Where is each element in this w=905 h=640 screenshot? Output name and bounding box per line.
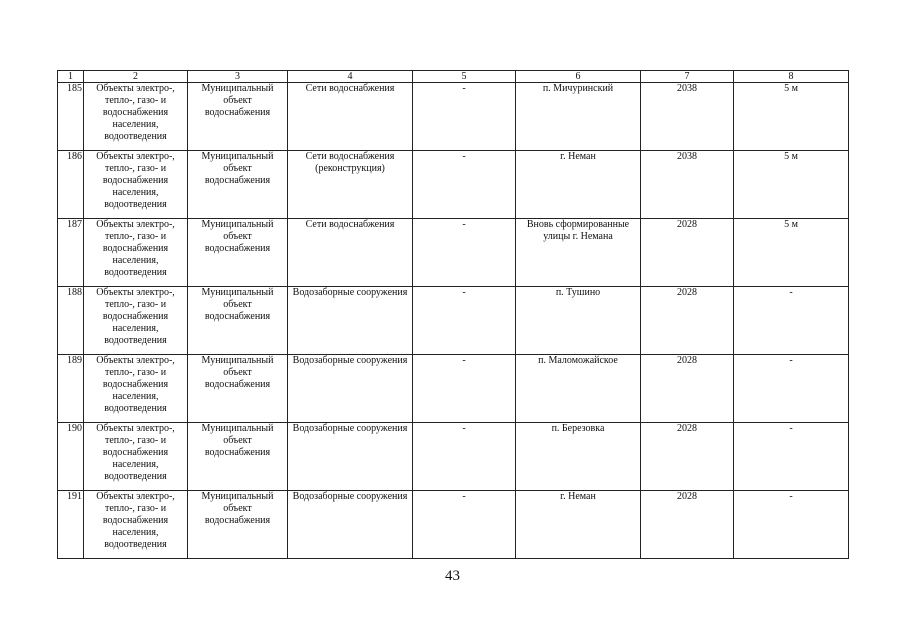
cell-object-name: Сети водоснабжения bbox=[288, 83, 413, 151]
cell-object-category: Объекты электро-, тепло-, газо- и водоснабжения населения, водоотведения bbox=[84, 423, 188, 491]
header-row bbox=[58, 71, 849, 83]
cell-location: п. Березовка bbox=[516, 423, 641, 491]
cell-row-number: 188 bbox=[58, 287, 84, 355]
cell-object-category: Объекты электро-, тепло-, газо- и водоснабжения населения, водоотведения bbox=[84, 491, 188, 559]
cell-characteristics: - bbox=[413, 423, 516, 491]
cell-row-number: 187 bbox=[58, 219, 84, 287]
cell-year: 2028 bbox=[641, 491, 734, 559]
cell-zone-size: - bbox=[734, 355, 849, 423]
table-row bbox=[58, 219, 849, 287]
cell-object-category: Объекты электро-, тепло-, газо- и водоснабжения населения, водоотведения bbox=[84, 219, 188, 287]
cell-object-type: Муниципальный объект водоснабжения bbox=[188, 491, 288, 559]
column-header-8: 8 bbox=[734, 71, 849, 83]
table-row bbox=[58, 423, 849, 491]
cell-object-name: Сети водоснабжения bbox=[288, 219, 413, 287]
cell-characteristics: - bbox=[413, 491, 516, 559]
cell-object-type: Муниципальный объект водоснабжения bbox=[188, 423, 288, 491]
column-header-5: 5 bbox=[413, 71, 516, 83]
cell-characteristics: - bbox=[413, 219, 516, 287]
cell-zone-size: 5 м bbox=[734, 151, 849, 219]
table-row bbox=[58, 287, 849, 355]
cell-year: 2028 bbox=[641, 287, 734, 355]
cell-row-number: 190 bbox=[58, 423, 84, 491]
cell-characteristics: - bbox=[413, 83, 516, 151]
cell-object-name: Водозаборные сооружения bbox=[288, 491, 413, 559]
table-row bbox=[58, 83, 849, 151]
cell-object-category: Объекты электро-, тепло-, газо- и водоснабжения населения, водоотведения bbox=[84, 151, 188, 219]
cell-year: 2028 bbox=[641, 423, 734, 491]
column-header-1: 1 bbox=[58, 71, 84, 83]
cell-object-category: Объекты электро-, тепло-, газо- и водоснабжения населения, водоотведения bbox=[84, 287, 188, 355]
cell-year: 2038 bbox=[641, 83, 734, 151]
cell-year: 2028 bbox=[641, 219, 734, 287]
cell-row-number: 189 bbox=[58, 355, 84, 423]
cell-object-category: Объекты электро-, тепло-, газо- и водоснабжения населения, водоотведения bbox=[84, 83, 188, 151]
cell-location: г. Неман bbox=[516, 491, 641, 559]
cell-zone-size: - bbox=[734, 491, 849, 559]
cell-object-type: Муниципальный объект водоснабжения bbox=[188, 151, 288, 219]
cell-row-number: 186 bbox=[58, 151, 84, 219]
page-number: 43 bbox=[445, 568, 460, 584]
cell-object-type: Муниципальный объект водоснабжения bbox=[188, 219, 288, 287]
cell-object-name: Водозаборные сооружения bbox=[288, 355, 413, 423]
table-header bbox=[58, 71, 849, 83]
cell-location: п. Тушино bbox=[516, 287, 641, 355]
cell-characteristics: - bbox=[413, 355, 516, 423]
column-header-7: 7 bbox=[641, 71, 734, 83]
table-body bbox=[58, 83, 849, 559]
cell-object-name: Водозаборные сооружения bbox=[288, 423, 413, 491]
cell-row-number: 185 bbox=[58, 83, 84, 151]
cell-zone-size: - bbox=[734, 287, 849, 355]
column-header-2: 2 bbox=[84, 71, 188, 83]
table-row bbox=[58, 151, 849, 219]
cell-object-type: Муниципальный объект водоснабжения bbox=[188, 287, 288, 355]
cell-row-number: 191 bbox=[58, 491, 84, 559]
cell-object-name: Водозаборные сооружения bbox=[288, 287, 413, 355]
cell-zone-size: 5 м bbox=[734, 83, 849, 151]
cell-zone-size: - bbox=[734, 423, 849, 491]
cell-object-category: Объекты электро-, тепло-, газо- и водоснабжения населения, водоотведения bbox=[84, 355, 188, 423]
table-row bbox=[58, 491, 849, 559]
cell-location: Вновь сформированные улицы г. Немана bbox=[516, 219, 641, 287]
cell-year: 2028 bbox=[641, 355, 734, 423]
cell-zone-size: 5 м bbox=[734, 219, 849, 287]
cell-object-type: Муниципальный объект водоснабжения bbox=[188, 355, 288, 423]
column-header-4: 4 bbox=[288, 71, 413, 83]
table-row bbox=[58, 355, 849, 423]
cell-characteristics: - bbox=[413, 287, 516, 355]
column-header-6: 6 bbox=[516, 71, 641, 83]
cell-characteristics: - bbox=[413, 151, 516, 219]
cell-location: п. Маломожайское bbox=[516, 355, 641, 423]
cell-year: 2038 bbox=[641, 151, 734, 219]
cell-location: п. Мичуринский bbox=[516, 83, 641, 151]
document-table bbox=[57, 70, 849, 559]
cell-location: г. Неман bbox=[516, 151, 641, 219]
column-header-3: 3 bbox=[188, 71, 288, 83]
cell-object-name: Сети водоснабжения (реконструкция) bbox=[288, 151, 413, 219]
cell-object-type: Муниципальный объект водоснабжения bbox=[188, 83, 288, 151]
